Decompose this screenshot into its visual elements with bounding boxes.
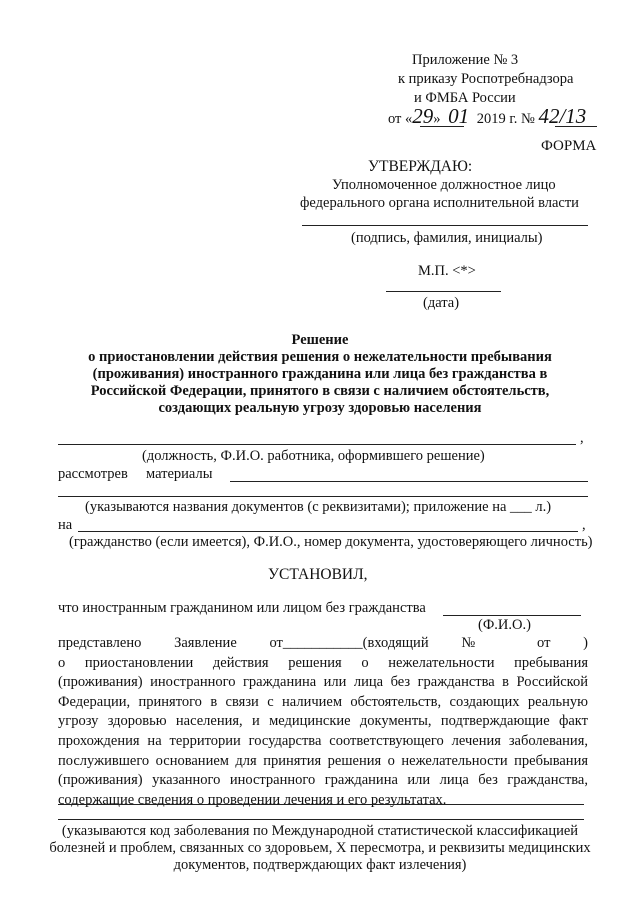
approval-date-caption: (дата) <box>423 295 460 311</box>
bottom-caption-3: документов, подтверждающих факт излечения) <box>173 857 467 873</box>
established-title: УСТАНОВИЛ, <box>268 566 368 583</box>
signature-line <box>302 225 588 226</box>
body-line-2: о приостановлении действия решения о нежелательности пребывания <box>58 654 588 671</box>
body-line-5: угрозу здоровью населения, и медицинские документы, подтверждающие факт <box>58 713 588 730</box>
body-line-8: (проживания) указанного иностранного гражданина или лица без гражданства, <box>58 772 588 789</box>
decision-title: Решение <box>291 332 349 348</box>
materials-line <box>230 481 588 482</box>
decision-subtitle-2: (проживания) иностранного гражданина или лица без гражданства в <box>92 366 548 382</box>
approval-title: УТВЕРЖДАЮ: <box>368 158 473 175</box>
approval-official-line1: Уполномоченное должностное лицо <box>332 177 556 193</box>
position-line <box>58 444 576 445</box>
form-label: ФОРМА <box>541 138 597 154</box>
body-line-6: прохождения на территории государства соответствующего лечения заболевания, <box>58 732 588 749</box>
approval-date-line <box>386 291 501 292</box>
order-reference: к приказу Роспотребнадзора <box>398 71 574 87</box>
citizenship-line <box>78 531 578 532</box>
body-line-1: представлено Заявление от___________(входящий № от ) <box>58 635 588 651</box>
body-line-3: (проживания) иностранного гражданина или лица без гражданства в Российской <box>58 674 588 691</box>
date-month: 01 <box>448 104 470 128</box>
body-line-4: Федерации, принятого в связи с наличием обстоятельств, создающих реальную <box>58 693 588 710</box>
bottom-caption-2: болезней и проблем, связанных со здоровьем, X пересмотра, и реквизиты медицинских <box>49 840 591 856</box>
order-number: 42/13 <box>538 104 587 128</box>
materials-label: материалы <box>146 466 213 482</box>
disease-line-2 <box>58 819 584 820</box>
date-underline <box>420 126 464 127</box>
decision-subtitle-4: создающих реальную угрозу здоровью населения <box>158 400 482 416</box>
signature-caption: (подпись, фамилия, инициалы) <box>351 230 543 246</box>
number-underline <box>555 126 597 127</box>
position-caption: (должность, Ф.И.О. работника, оформившего решение) <box>142 448 485 464</box>
decision-subtitle-1: о приостановлении действия решения о нежелательности пребывания <box>88 349 552 365</box>
position-comma: , <box>580 430 584 446</box>
established-body <box>58 634 588 810</box>
disease-line-1 <box>58 804 584 805</box>
appendix-number: Приложение № 3 <box>412 52 519 68</box>
date-prefix: от « <box>388 111 413 127</box>
bottom-caption-1: (указываются код заболевания по Международной статистической классификацией <box>61 823 579 839</box>
approval-official-line2: федерального органа исполнительной власти <box>300 195 579 211</box>
date-day: 29 <box>412 104 434 128</box>
documents-caption: (указываются названия документов (с реквизитами); приложение на ___ л.) <box>85 499 552 515</box>
reviewed-label: рассмотрев <box>58 466 128 482</box>
citizenship-caption: (гражданство (если имеется), Ф.И.О., номер документа, удостоверяющего личность) <box>69 534 593 550</box>
on-label: на <box>58 517 73 533</box>
fio-caption: (Ф.И.О.) <box>478 617 531 633</box>
order-date-line <box>388 106 586 128</box>
agency-reference: и ФМБА России <box>414 90 516 106</box>
foreigner-text: что иностранным гражданином или лицом без гражданства <box>58 600 426 616</box>
citizenship-comma: , <box>582 517 586 533</box>
body-line-9: содержащие сведения о проведении лечения и его результатах. <box>58 791 447 808</box>
body-line-7: послужившего основанием для принятия решения о нежелательности пребывания <box>58 752 588 769</box>
documents-line <box>58 496 588 497</box>
date-year: 2019 г. № <box>476 111 535 127</box>
fio-line <box>443 615 581 616</box>
decision-subtitle-3: Российской Федерации, принятого в связи с наличием обстоятельств, <box>90 383 550 399</box>
stamp-label: М.П. <*> <box>418 263 476 279</box>
date-sep: » <box>433 111 441 127</box>
